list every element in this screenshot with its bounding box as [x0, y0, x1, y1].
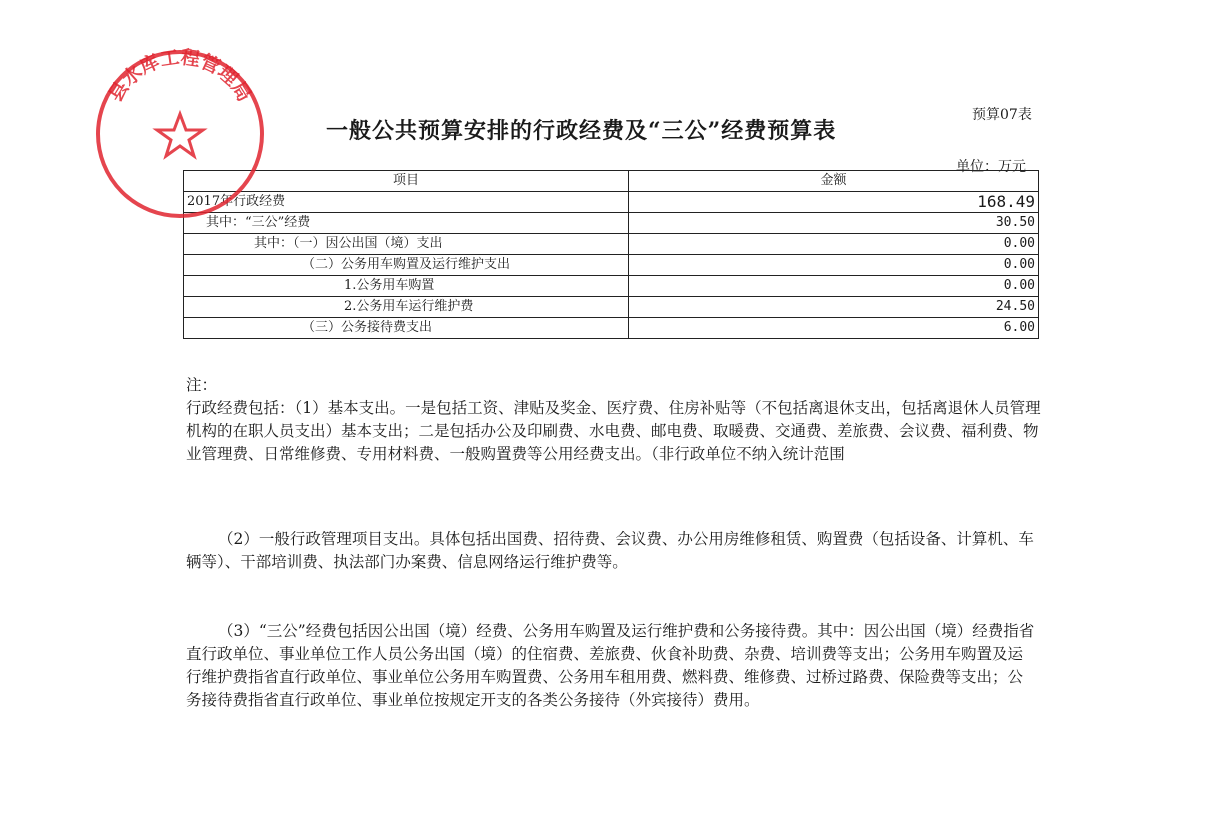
- note-paragraph-3: （3）“三公”经费包括因公出国（境）经费、公务用车购置及运行维护费和公务接待费。其中：因公出国（境）经费指省直行政单位、事业单位工作人员公务出国（境）的住宿费、差旅费、伙食补助费、杂费、培训费等支出；公务用车购置及运行维护费指省直行政单位、事业单位公务用车购置费、公务用车租用费、燃料费、维修费、过桥过路费、保险费等支出；公务接待费指省直行政单位、事业单位按规定开支的各类公务接待（外宾接待）费用。: [186, 622, 1035, 709]
- row-amount: 30.50: [629, 213, 1039, 234]
- official-seal-stamp: [92, 46, 268, 222]
- table-row: [184, 213, 1039, 234]
- row-amount: 0.00: [629, 255, 1039, 276]
- budget-table: [183, 170, 1039, 339]
- row-amount: 168.49: [629, 192, 1039, 213]
- row-label: 1.公务用车购置: [184, 276, 629, 297]
- row-amount: 6.00: [629, 318, 1039, 339]
- page-title: 一般公共预算安排的行政经费及“三公”经费预算表: [326, 118, 837, 144]
- note-paragraph-2: （2）一般行政管理项目支出。具体包括出国费、招待费、会议费、办公用房维修租赁、购置费（包括设备、计算机、车辆等）、干部培训费、执法部门办案费、信息网络运行维护费等。: [186, 530, 1034, 571]
- row-amount: 0.00: [629, 234, 1039, 255]
- row-label: （二）公务用车购置及运行维护支出: [184, 255, 629, 276]
- table-row: [184, 276, 1039, 297]
- row-label: 其中：（一）因公出国（境）支出: [184, 234, 629, 255]
- form-code: 预算07表: [972, 107, 1032, 123]
- note-paragraph-1: 行政经费包括：（1）基本支出。一是包括工资、津贴及奖金、医疗费、住房补贴等（不包括离退休支出，包括离退休人员管理机构的在职人员支出）基本支出；二是包括办公及印刷费、水电费、邮电费、取暖费、交通费、差旅费、会议费、福利费、物业管理费、日常维修费、专用材料费、一般购置费等公用经费支出。（非行政单位不纳入统计范围: [186, 399, 1041, 463]
- notes-label: 注：: [186, 376, 218, 394]
- table-row: [184, 255, 1039, 276]
- notes-section: [186, 374, 1042, 709]
- header-item: 项目: [184, 171, 629, 192]
- table-row: [184, 192, 1039, 213]
- table-header-row: [184, 171, 1039, 192]
- table-row: [184, 234, 1039, 255]
- row-label: 2017年行政经费: [184, 192, 629, 213]
- row-label: 2.公务用车运行维护费: [184, 297, 629, 318]
- seal-text: 县水库工程管理局: [104, 46, 256, 106]
- row-amount: 0.00: [629, 276, 1039, 297]
- table-row: [184, 297, 1039, 318]
- seal-star-icon: [157, 114, 203, 156]
- table-row: [184, 318, 1039, 339]
- row-label: 其中：“三公”经费: [184, 213, 629, 234]
- row-amount: 24.50: [629, 297, 1039, 318]
- row-label: （三）公务接待费支出: [184, 318, 629, 339]
- unit-label: 单位：万元: [956, 159, 1026, 175]
- header-amount: 金额: [629, 171, 1039, 192]
